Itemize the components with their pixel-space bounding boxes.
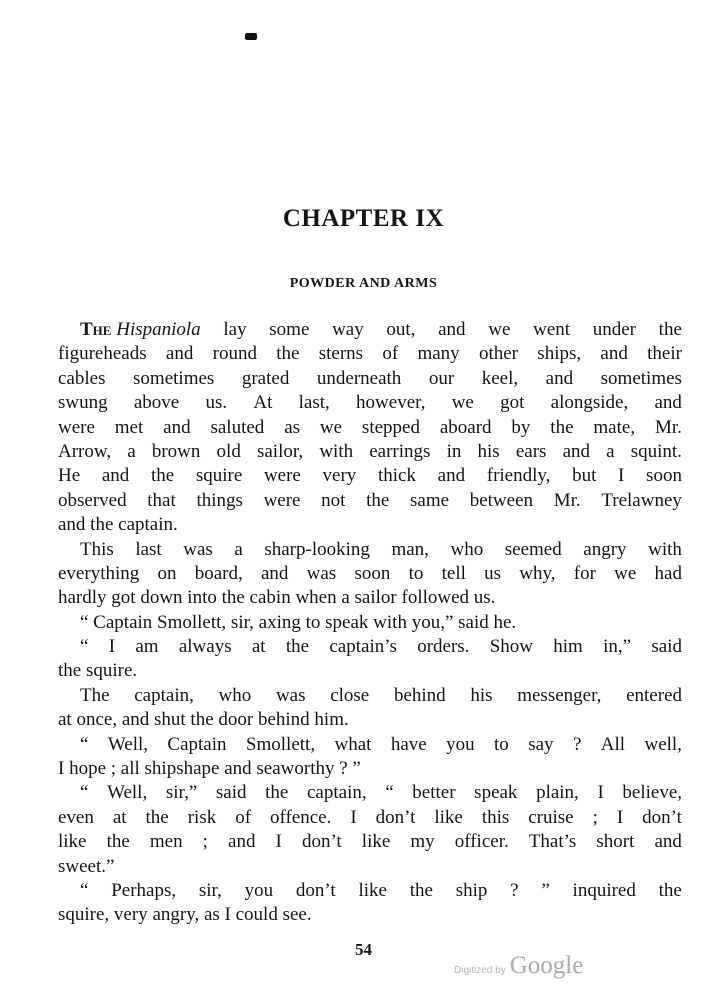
word: ? xyxy=(510,879,519,901)
word: better xyxy=(412,782,456,804)
word: of xyxy=(382,343,399,365)
body-text xyxy=(58,318,682,928)
word: Trelawney xyxy=(601,489,682,511)
word: my xyxy=(410,831,435,853)
word: I xyxy=(350,806,357,828)
word: lay xyxy=(223,319,247,340)
word: don’t xyxy=(301,831,342,853)
word: Captain xyxy=(167,733,227,755)
word: soon xyxy=(354,562,391,584)
word: us. xyxy=(205,392,228,414)
text-line xyxy=(58,781,682,805)
word: I xyxy=(597,782,604,804)
word: entered xyxy=(626,684,682,706)
word: we xyxy=(488,319,511,340)
word: close xyxy=(330,684,370,706)
text-line xyxy=(58,830,682,854)
text-line xyxy=(58,684,682,708)
word: however, xyxy=(356,392,426,414)
word: was xyxy=(275,684,306,706)
digitized-by-label: Digitized by xyxy=(454,965,506,976)
word: Arrow, xyxy=(58,440,112,462)
word: stepped xyxy=(361,416,420,438)
word: the xyxy=(658,319,682,340)
word: the xyxy=(145,806,169,828)
word: “ xyxy=(80,879,89,901)
text-line: at once, and shut the door behind him. xyxy=(58,709,349,731)
chapter-title: CHAPTER IX xyxy=(282,205,445,232)
text-line xyxy=(58,416,682,440)
word: a xyxy=(127,440,136,462)
word: of xyxy=(235,806,252,828)
word: captain, xyxy=(134,684,194,706)
word: Smollett, xyxy=(245,733,316,755)
word: The xyxy=(80,684,110,706)
word: sterns xyxy=(318,343,364,365)
word: grated xyxy=(241,367,290,389)
word: squire xyxy=(195,465,243,487)
word: the xyxy=(265,782,289,804)
word: believe, xyxy=(622,782,682,804)
word: brown xyxy=(151,440,201,462)
word: don’t xyxy=(295,879,336,901)
word: that xyxy=(147,489,176,511)
word: swung xyxy=(58,392,108,414)
word: a xyxy=(606,440,615,462)
word: friendly, xyxy=(486,465,551,487)
word: got xyxy=(500,392,525,414)
word: thick xyxy=(377,465,416,487)
word: ” xyxy=(541,879,550,901)
word: like xyxy=(58,831,87,853)
word: That’s xyxy=(528,831,577,853)
word: with xyxy=(319,440,354,462)
word: who xyxy=(450,538,484,560)
text-line: “ Captain Smollett, sir, axing to speak with you,” said he. xyxy=(80,611,517,633)
word: but xyxy=(572,465,597,487)
word: in xyxy=(446,440,462,462)
word: everything xyxy=(58,562,140,584)
word: for xyxy=(573,562,596,584)
word: and xyxy=(165,343,194,365)
word: and xyxy=(438,319,466,340)
word: officer. xyxy=(454,831,509,853)
ink-speck xyxy=(245,33,257,40)
word: and xyxy=(101,465,130,487)
word: risk xyxy=(187,806,217,828)
word: was xyxy=(306,562,337,584)
word: captain, xyxy=(306,782,367,804)
word: were xyxy=(263,489,301,511)
word: we xyxy=(451,392,474,414)
text-line xyxy=(58,318,682,342)
word: and xyxy=(260,562,289,584)
word: have xyxy=(390,733,427,755)
text-line: squire, very angry, as I could see. xyxy=(58,904,312,926)
word: Well, xyxy=(107,782,148,804)
word: “ xyxy=(80,733,89,755)
text-line xyxy=(58,342,682,366)
text-line: I hope ; all shipshape and seaworthy ? ” xyxy=(58,758,361,780)
word: we xyxy=(319,416,343,438)
word: keel, xyxy=(481,367,519,389)
word: between xyxy=(469,489,534,511)
text-line: and the captain. xyxy=(58,514,178,536)
word: soon xyxy=(646,465,682,487)
word: out, xyxy=(386,319,416,340)
word: ; xyxy=(202,831,208,853)
word: I xyxy=(618,465,625,487)
word: sharp-looking xyxy=(264,538,370,560)
word: At xyxy=(253,392,273,414)
word: “ xyxy=(385,782,394,804)
word: cruise xyxy=(528,806,574,828)
word: other xyxy=(478,343,519,365)
word: sailor, xyxy=(256,440,304,462)
word: offence. xyxy=(269,806,332,828)
word: I xyxy=(108,636,116,658)
word: behind xyxy=(393,684,446,706)
text-line xyxy=(58,391,682,415)
word: Well, xyxy=(107,733,148,755)
word: tell xyxy=(441,562,466,584)
text-line xyxy=(58,806,682,830)
word: were xyxy=(58,416,95,438)
word: way xyxy=(332,319,364,340)
text-line xyxy=(58,733,682,757)
word: speak xyxy=(474,782,518,804)
word: as xyxy=(284,416,301,438)
section-title: POWDER AND ARMS xyxy=(289,276,438,291)
text-line xyxy=(58,635,682,659)
text-line xyxy=(58,440,682,464)
word: at xyxy=(251,636,266,658)
word: observed xyxy=(58,489,127,511)
word: am xyxy=(135,636,159,658)
word: last, xyxy=(298,392,330,414)
word: and xyxy=(562,440,590,462)
word: the xyxy=(658,879,682,901)
word: always xyxy=(178,636,232,658)
opening-word: The xyxy=(80,319,112,340)
word: ; xyxy=(592,806,598,828)
word: what xyxy=(334,733,372,755)
word: ? xyxy=(572,733,582,755)
word: man, xyxy=(391,538,429,560)
word: cables xyxy=(58,367,106,389)
word: messenger, xyxy=(517,684,602,706)
word: saluted xyxy=(210,416,265,438)
word: orders. xyxy=(417,636,470,658)
word: many xyxy=(417,343,460,365)
word: very xyxy=(322,465,357,487)
google-logo: Google xyxy=(509,952,584,979)
word: his xyxy=(470,684,493,706)
word: the xyxy=(150,465,175,487)
word: sometimes xyxy=(600,367,682,389)
word: sir,” xyxy=(165,782,198,804)
word: why, xyxy=(519,562,556,584)
text-line xyxy=(58,538,682,562)
ship-name: Hispaniola xyxy=(116,319,201,340)
word: to xyxy=(408,562,424,584)
word: I xyxy=(275,831,282,853)
page-number: 54 xyxy=(355,940,372,959)
word: I xyxy=(616,806,624,828)
word: we xyxy=(614,562,637,584)
word: said xyxy=(651,636,682,658)
word: and xyxy=(228,831,256,853)
word: He xyxy=(58,465,81,487)
word: like xyxy=(361,831,391,853)
text-line: the squire. xyxy=(58,660,138,682)
text-line xyxy=(58,489,682,513)
word: like xyxy=(434,806,463,828)
word: the xyxy=(276,343,300,365)
word: you xyxy=(446,733,475,755)
word: inquired xyxy=(572,879,636,901)
text-line xyxy=(58,464,682,488)
opening-phrase xyxy=(80,318,201,342)
word: This xyxy=(80,538,114,560)
word: earrings xyxy=(369,440,431,462)
word: last xyxy=(135,538,162,560)
word: not xyxy=(321,489,346,511)
word: sir, xyxy=(198,879,222,901)
word: things xyxy=(196,489,243,511)
word: the xyxy=(409,879,433,901)
word: and xyxy=(654,831,682,853)
word: this xyxy=(481,806,510,828)
word: ships, xyxy=(537,343,582,365)
word: Mr. xyxy=(553,489,581,511)
word: “ xyxy=(80,782,89,804)
word: say xyxy=(528,733,554,755)
word: the xyxy=(550,416,574,438)
word: at xyxy=(112,806,127,828)
digitized-by-watermark xyxy=(454,952,583,980)
word: “ xyxy=(80,636,89,658)
word: don’t xyxy=(375,806,416,828)
word: round xyxy=(212,343,257,365)
word: in,” xyxy=(603,636,632,658)
word: captain’s xyxy=(329,636,397,658)
word: men xyxy=(149,831,183,853)
word: to xyxy=(494,733,509,755)
word: his xyxy=(477,440,500,462)
word: Mr. xyxy=(654,416,682,438)
text-line: hardly got down into the cabin when a sailor followed us. xyxy=(58,587,496,609)
text-line xyxy=(58,562,682,586)
text-line xyxy=(58,367,682,391)
word: the xyxy=(366,489,390,511)
text-line xyxy=(58,879,682,903)
word: said xyxy=(215,782,247,804)
word: don’t xyxy=(642,806,682,828)
word: under xyxy=(592,319,636,340)
word: squint. xyxy=(630,440,682,462)
word: some xyxy=(269,319,310,340)
word: All xyxy=(600,733,626,755)
word: plain, xyxy=(536,782,579,804)
word: you xyxy=(244,879,274,901)
word: and xyxy=(163,416,191,438)
word: Perhaps, xyxy=(111,879,177,901)
word: short xyxy=(596,831,635,853)
word: by xyxy=(511,416,531,438)
word: the xyxy=(285,636,310,658)
word: on xyxy=(157,562,177,584)
word: and xyxy=(545,367,574,389)
word: went xyxy=(533,319,571,340)
word: ship xyxy=(455,879,488,901)
word: seemed xyxy=(504,538,562,560)
word: board, xyxy=(194,562,243,584)
word: the xyxy=(106,831,130,853)
word: their xyxy=(647,343,682,365)
word: and xyxy=(600,343,628,365)
word: figureheads xyxy=(58,343,147,365)
word: same xyxy=(410,489,450,511)
word: angry xyxy=(583,538,627,560)
word: sometimes xyxy=(133,367,215,389)
word: like xyxy=(358,879,387,901)
word: were xyxy=(263,465,301,487)
word: him xyxy=(553,636,583,658)
word: above xyxy=(133,392,180,414)
word: well, xyxy=(644,733,682,755)
word: met xyxy=(114,416,144,438)
word: our xyxy=(428,367,455,389)
word: mate, xyxy=(593,416,636,438)
word: ears xyxy=(515,440,547,462)
text-line: sweet.” xyxy=(58,855,115,877)
word: was xyxy=(183,538,213,560)
word: a xyxy=(234,538,243,560)
word: who xyxy=(218,684,252,706)
word: even xyxy=(58,806,94,828)
word: underneath xyxy=(316,367,402,389)
word: us xyxy=(484,562,502,584)
word: alongside, xyxy=(550,392,629,414)
word: had xyxy=(654,562,682,584)
word: and xyxy=(437,465,466,487)
word: old xyxy=(216,440,241,462)
word: with xyxy=(648,538,682,560)
word: aboard xyxy=(439,416,492,438)
word: Show xyxy=(489,636,533,658)
word: and xyxy=(654,392,682,414)
